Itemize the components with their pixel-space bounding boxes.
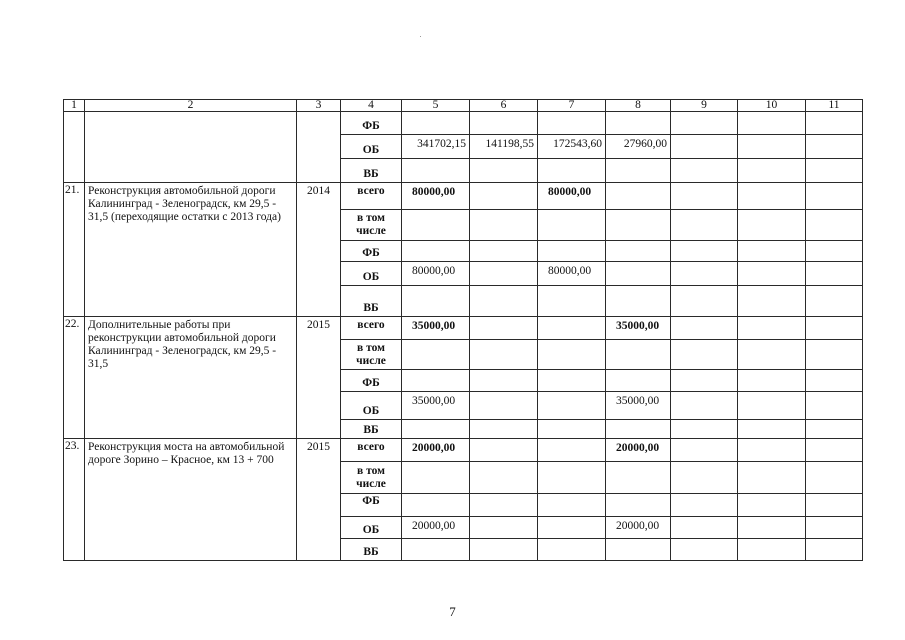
value-cell [470, 439, 538, 462]
value-cell [671, 210, 738, 241]
value-cell [470, 340, 538, 370]
column-header: 2 [85, 100, 297, 112]
value-cell [606, 286, 671, 317]
value-cell [402, 370, 470, 392]
value-cell [606, 494, 671, 517]
value-cell [470, 370, 538, 392]
funding-type: ВБ [341, 539, 402, 561]
value-cell [671, 517, 738, 539]
value-cell [470, 210, 538, 241]
item-name: Реконструкция моста на автомобильной дороге Зорино – Красное, км 13 + 700 [85, 439, 297, 561]
funding-type: ФБ [341, 370, 402, 392]
value-cell [606, 340, 671, 370]
funding-type: ОБ [341, 517, 402, 539]
funding-type: всего [341, 439, 402, 462]
value-cell [538, 420, 606, 439]
value-cell [671, 392, 738, 420]
value-cell [606, 112, 671, 135]
funding-type: ВБ [341, 286, 402, 317]
funding-type: ФБ [341, 494, 402, 517]
cell-year [297, 112, 341, 183]
value-cell [806, 539, 863, 561]
value-cell [738, 317, 806, 340]
value-cell [738, 517, 806, 539]
value-cell [806, 392, 863, 420]
value-cell [738, 392, 806, 420]
value-cell [402, 494, 470, 517]
value-cell [806, 286, 863, 317]
value-cell [738, 462, 806, 494]
value-cell: 141198,55 [470, 135, 538, 159]
scan-speck [420, 36, 421, 37]
value-cell: 27960,00 [606, 135, 671, 159]
value-cell: 80000,00 [538, 262, 606, 286]
value-cell [606, 241, 671, 262]
value-cell: 341702,15 [402, 135, 470, 159]
value-cell [606, 539, 671, 561]
value-cell [402, 420, 470, 439]
value-cell [671, 183, 738, 210]
item-year: 2015 [297, 439, 341, 561]
cell-number [64, 112, 85, 183]
value-cell [402, 112, 470, 135]
value-cell [538, 317, 606, 340]
value-cell [402, 159, 470, 183]
value-cell [538, 241, 606, 262]
value-cell [538, 159, 606, 183]
page-number: 7 [449, 604, 456, 619]
value-cell [671, 262, 738, 286]
table-row [64, 112, 863, 135]
value-cell [606, 462, 671, 494]
value-cell [470, 112, 538, 135]
column-header: 10 [738, 100, 806, 112]
value-cell [538, 286, 606, 317]
value-cell [738, 494, 806, 517]
value-cell [738, 439, 806, 462]
value-cell [470, 539, 538, 561]
value-cell [738, 135, 806, 159]
value-cell [738, 420, 806, 439]
value-cell: 20000,00 [402, 439, 470, 462]
value-cell [402, 462, 470, 494]
value-cell [671, 135, 738, 159]
header-row [64, 100, 863, 112]
value-cell [671, 370, 738, 392]
column-header: 4 [341, 100, 402, 112]
funding-type: ВБ [341, 420, 402, 439]
table-row [64, 439, 863, 462]
item-year: 2015 [297, 317, 341, 439]
value-cell [538, 539, 606, 561]
value-cell [806, 241, 863, 262]
value-cell [806, 159, 863, 183]
value-cell [470, 420, 538, 439]
value-cell [470, 286, 538, 317]
value-cell [606, 370, 671, 392]
value-cell [671, 462, 738, 494]
value-cell: 80000,00 [402, 262, 470, 286]
value-cell [606, 420, 671, 439]
table-row [64, 317, 863, 340]
value-cell: 35000,00 [606, 317, 671, 340]
value-cell: 35000,00 [402, 317, 470, 340]
value-cell [470, 317, 538, 340]
table-row [64, 183, 863, 210]
value-cell [402, 286, 470, 317]
column-header: 7 [538, 100, 606, 112]
value-cell [738, 539, 806, 561]
value-cell [671, 494, 738, 517]
value-cell [671, 539, 738, 561]
value-cell [538, 439, 606, 462]
value-cell [538, 340, 606, 370]
value-cell [606, 210, 671, 241]
funding-type: в том числе [341, 210, 402, 241]
value-cell [671, 159, 738, 183]
value-cell [738, 370, 806, 392]
value-cell [606, 183, 671, 210]
value-cell: 20000,00 [402, 517, 470, 539]
value-cell [738, 340, 806, 370]
value-cell [538, 370, 606, 392]
column-header: 5 [402, 100, 470, 112]
value-cell: 20000,00 [606, 439, 671, 462]
value-cell [806, 462, 863, 494]
value-cell: 20000,00 [606, 517, 671, 539]
value-cell [606, 159, 671, 183]
value-cell [606, 262, 671, 286]
funding-type: всего [341, 317, 402, 340]
value-cell [806, 340, 863, 370]
value-cell [738, 210, 806, 241]
funding-type: в том числе [341, 340, 402, 370]
value-cell [470, 494, 538, 517]
value-cell [671, 420, 738, 439]
value-cell [806, 439, 863, 462]
item-name: Реконструкция автомобильной дороги Калининград - Зеленоградск, км 29,5 - 31,5 (переходящие остатки с 2013 года) [85, 183, 297, 317]
value-cell [538, 210, 606, 241]
value-cell [806, 112, 863, 135]
value-cell [538, 517, 606, 539]
value-cell: 35000,00 [402, 392, 470, 420]
value-cell [470, 392, 538, 420]
value-cell [806, 494, 863, 517]
value-cell [470, 462, 538, 494]
item-number: 23. [64, 439, 85, 561]
value-cell [671, 340, 738, 370]
value-cell [402, 241, 470, 262]
value-cell [806, 262, 863, 286]
funding-type: ОБ [341, 135, 402, 159]
item-name: Дополнительные работы при реконструкции автомобильной дороги Калининград - Зеленоградск, км 29,5 - 31,5 [85, 317, 297, 439]
value-cell [738, 112, 806, 135]
value-cell [402, 210, 470, 241]
value-cell [538, 392, 606, 420]
funding-type: ОБ [341, 392, 402, 420]
value-cell: 80000,00 [538, 183, 606, 210]
value-cell [806, 370, 863, 392]
value-cell: 35000,00 [606, 392, 671, 420]
value-cell: 172543,60 [538, 135, 606, 159]
value-cell [470, 159, 538, 183]
value-cell [806, 135, 863, 159]
value-cell [538, 112, 606, 135]
funding-type: ФБ [341, 241, 402, 262]
value-cell: 80000,00 [402, 183, 470, 210]
value-cell [738, 159, 806, 183]
value-cell [671, 286, 738, 317]
funding-type: в том числе [341, 462, 402, 494]
value-cell [806, 317, 863, 340]
value-cell [402, 539, 470, 561]
column-header: 11 [806, 100, 863, 112]
value-cell [738, 183, 806, 210]
value-cell [738, 241, 806, 262]
value-cell [806, 183, 863, 210]
value-cell [538, 494, 606, 517]
value-cell [671, 439, 738, 462]
column-header: 9 [671, 100, 738, 112]
value-cell [738, 262, 806, 286]
value-cell [470, 241, 538, 262]
funding-type: ФБ [341, 112, 402, 135]
column-header: 3 [297, 100, 341, 112]
value-cell [470, 517, 538, 539]
budget-table [63, 99, 863, 561]
value-cell [671, 241, 738, 262]
column-header: 8 [606, 100, 671, 112]
item-number: 21. [64, 183, 85, 317]
column-header: 6 [470, 100, 538, 112]
value-cell [806, 420, 863, 439]
item-number: 22. [64, 317, 85, 439]
value-cell [470, 262, 538, 286]
value-cell [806, 210, 863, 241]
value-cell [738, 286, 806, 317]
value-cell [470, 183, 538, 210]
value-cell [671, 112, 738, 135]
value-cell [402, 340, 470, 370]
column-header: 1 [64, 100, 85, 112]
value-cell [538, 462, 606, 494]
value-cell [671, 317, 738, 340]
funding-type: ВБ [341, 159, 402, 183]
item-year: 2014 [297, 183, 341, 317]
funding-type: ОБ [341, 262, 402, 286]
cell-name [85, 112, 297, 183]
value-cell [806, 517, 863, 539]
funding-type: всего [341, 183, 402, 210]
